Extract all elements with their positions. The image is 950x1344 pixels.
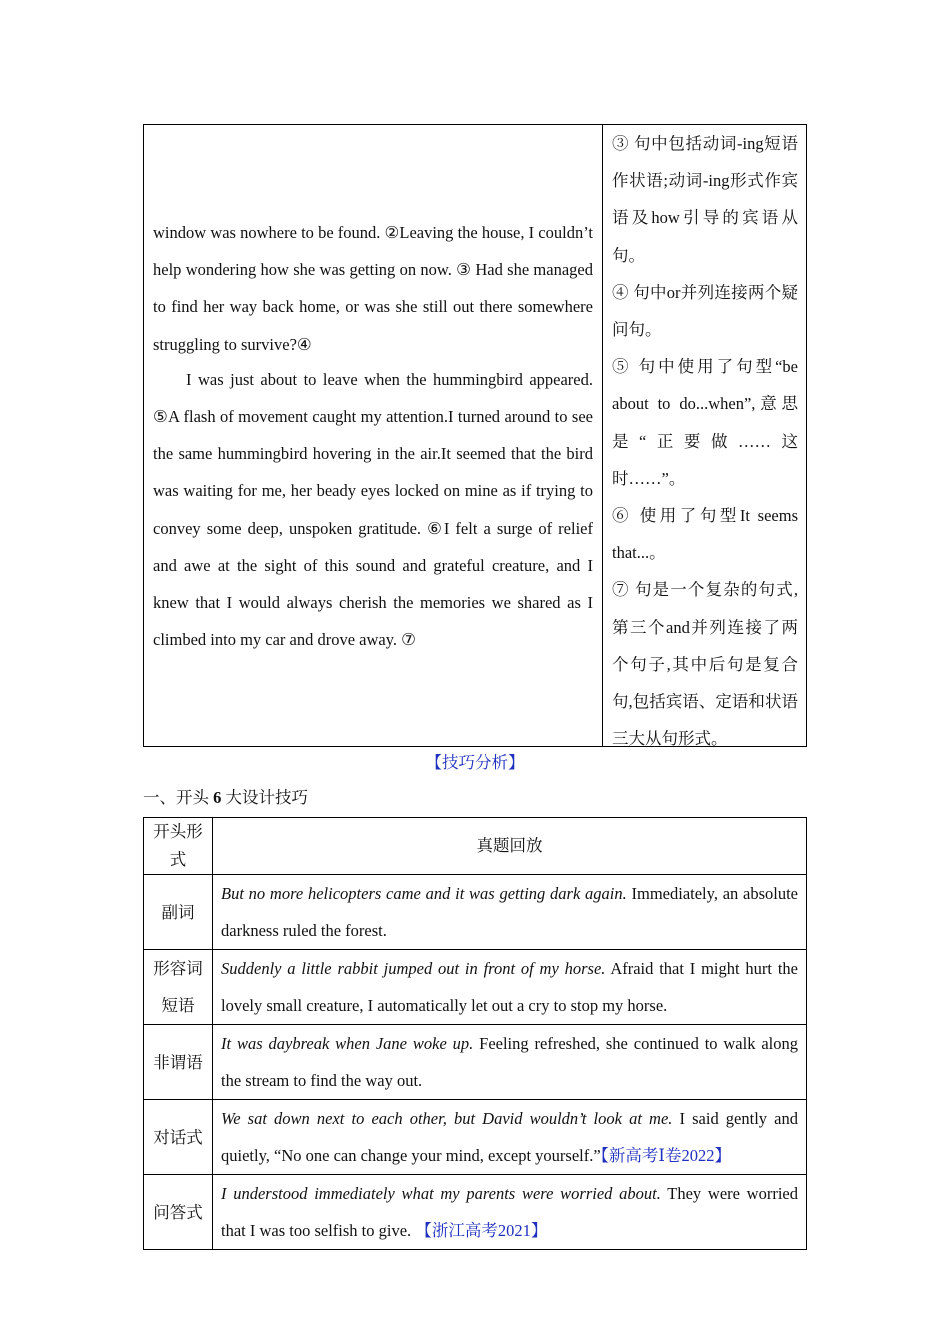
analysis-note: ⑦ 句是一个复杂的句式,第三个and并列连接了两个句子,其中后句是复合句,包括宾语、定语和状语三大从句形式。 <box>612 580 798 749</box>
section-title: 【技巧分析】 <box>425 753 525 772</box>
analysis-note: ③ 句中包括动词-ing短语作状语;动词-ing形式作宾语及how引导的宾语从句。 <box>612 134 798 265</box>
header-example: 真题回放 <box>213 818 807 875</box>
row-example <box>213 950 807 1025</box>
heading-prefix: 一、开头 <box>143 788 209 807</box>
table-header-row <box>144 818 807 875</box>
technique-table <box>143 817 807 1250</box>
table-row <box>144 875 807 950</box>
example-source: 【浙江高考2021】 <box>415 1221 548 1240</box>
row-example <box>213 1175 807 1250</box>
heading-opening-techniques <box>143 784 308 808</box>
passage-paragraph-1: window was nowhere to be found. ②Leaving the house, I couldn’t help wondering how she was getting on now. ③ Had she managed to find her way back home, or was she still out there somewhere struggling to survive?④ <box>153 223 593 354</box>
table-row <box>144 950 807 1025</box>
heading-number: 6 <box>213 788 222 807</box>
passage-table <box>143 124 807 747</box>
passage-paragraph-2: I was just about to leave when the hummingbird appeared. ⑤A flash of movement caught my attention.I turned around to see the same hummingbird hovering in the air.It seemed that the bird was waiting for me, her beady eyes locked on mine as if trying to convey some deep, unspoken gratitude. ⑥I felt a surge of relief and awe at the sight of this sound and grateful creature, and I knew that I would always cherish the memories we shared as I climbed into my car and drove away. ⑦ <box>153 369 593 650</box>
example-rest: Feeling refreshed, she continued to walk along the stream to find the way out. <box>221 1034 798 1090</box>
row-form: 问答式 <box>144 1175 213 1250</box>
header-form: 开头形式 <box>144 818 213 875</box>
row-example <box>213 1025 807 1100</box>
analysis-notes-cell <box>603 125 806 749</box>
analysis-note: ④ 句中or并列连接两个疑问句。 <box>612 282 798 340</box>
example-italic: It was daybreak when Jane woke up. <box>221 1034 474 1053</box>
passage-text-cell <box>144 125 603 746</box>
row-form: 副词 <box>144 875 213 950</box>
row-form: 形容词短语 <box>144 950 213 1025</box>
example-rest: Afraid that I might hurt the lovely small creature, I automatically let out a cry to stop my horse. <box>221 959 798 1015</box>
example-source: 【新高考Ⅰ卷2022】 <box>600 1146 731 1165</box>
table-row <box>144 1175 807 1250</box>
row-form: 非谓语 <box>144 1025 213 1100</box>
example-italic: But no more helicopters came and it was getting dark again. <box>221 884 627 903</box>
example-rest: Immediately, an absolute darkness ruled the forest. <box>221 884 799 940</box>
row-form: 对话式 <box>144 1100 213 1175</box>
example-rest: I said gently and quietly, “No one can change your mind, except yourself.” <box>221 1109 798 1165</box>
example-italic: Suddenly a little rabbit jumped out in front of my horse. <box>221 959 606 978</box>
table-row <box>144 1100 807 1175</box>
row-example <box>213 1100 807 1175</box>
table-row <box>144 1025 807 1100</box>
heading-suffix: 大设计技巧 <box>225 788 308 807</box>
row-example <box>213 875 807 950</box>
analysis-note: ⑥ 使用了句型It seems that...。 <box>612 506 798 563</box>
analysis-note: ⑤ 句中使用了句型“be about to do...when”,意思是“正要做……这时……”。 <box>612 357 798 488</box>
example-italic: I understood immediately what my parents were worried about. <box>221 1184 661 1203</box>
example-rest: They were worried that I was too selfish to give. <box>221 1184 798 1240</box>
example-italic: We sat down next to each other, but David wouldn’t look at me. <box>221 1109 673 1128</box>
